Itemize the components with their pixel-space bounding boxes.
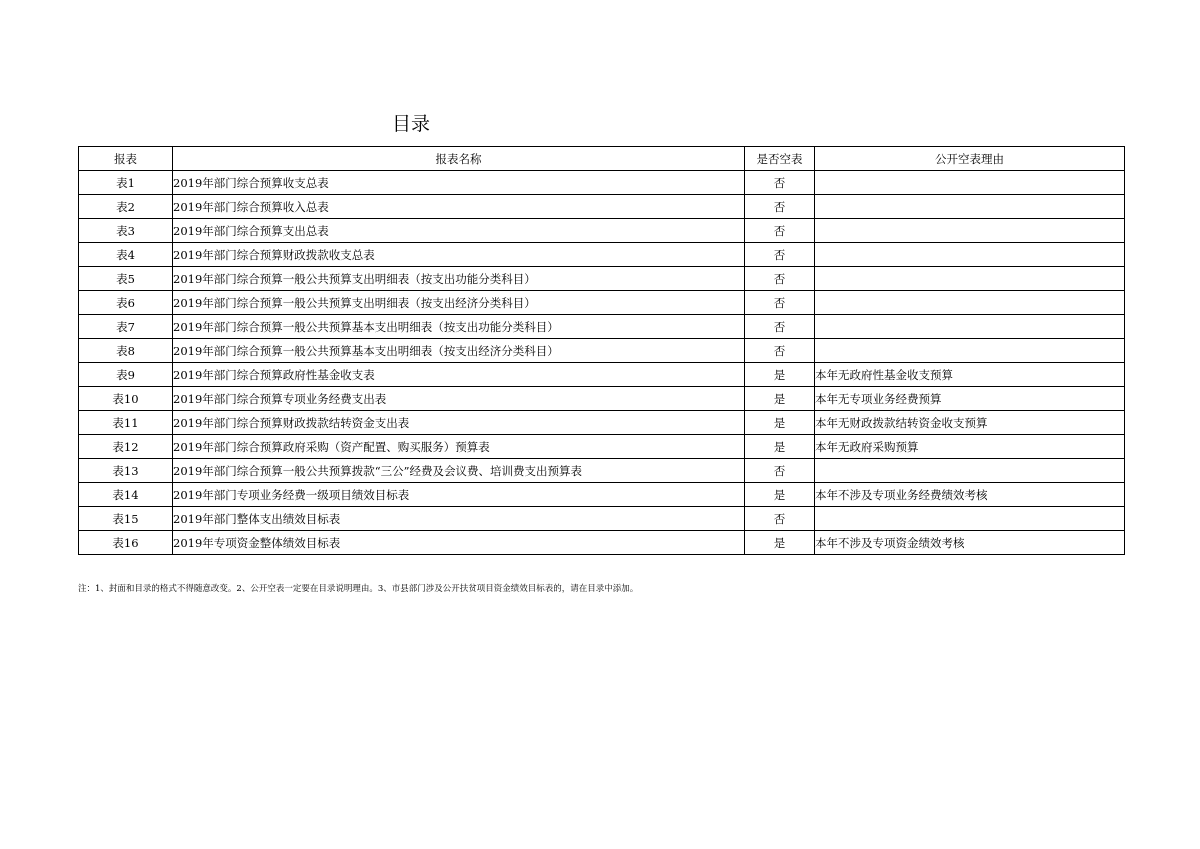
report-id-cell: 表2 [79,195,173,219]
empty-reason-cell: 本年无财政拨款结转资金收支预算 [815,411,1125,435]
table-header-row [79,147,1125,171]
table-row [79,531,1125,555]
table-row [79,243,1125,267]
report-name-cell: 2019年部门综合预算一般公共预算支出明细表（按支出经济分类科目） [173,291,745,315]
empty-reason-cell [815,507,1125,531]
empty-reason-cell [815,459,1125,483]
empty-reason-cell: 本年无政府采购预算 [815,435,1125,459]
report-name-cell: 2019年部门综合预算政府采购（资产配置、购买服务）预算表 [173,435,745,459]
table-row [79,435,1125,459]
is-empty-cell: 是 [745,363,815,387]
report-id-cell: 表3 [79,219,173,243]
is-empty-cell: 是 [745,483,815,507]
report-id-cell: 表8 [79,339,173,363]
is-empty-cell: 是 [745,411,815,435]
report-name-cell: 2019年部门综合预算一般公共预算基本支出明细表（按支出经济分类科目） [173,339,745,363]
empty-reason-cell [815,219,1125,243]
report-id-cell: 表14 [79,483,173,507]
empty-reason-cell [815,315,1125,339]
is-empty-cell: 否 [745,507,815,531]
table-row [79,267,1125,291]
table-row [79,171,1125,195]
empty-reason-cell [815,195,1125,219]
is-empty-cell: 否 [745,171,815,195]
report-name-cell: 2019年部门综合预算一般公共预算支出明细表（按支出功能分类科目） [173,267,745,291]
header-report-name: 报表名称 [173,147,745,171]
report-id-cell: 表11 [79,411,173,435]
report-name-cell: 2019年部门整体支出绩效目标表 [173,507,745,531]
report-id-cell: 表9 [79,363,173,387]
is-empty-cell: 否 [745,339,815,363]
report-id-cell: 表12 [79,435,173,459]
table-row [79,315,1125,339]
table-row [79,195,1125,219]
is-empty-cell: 否 [745,195,815,219]
report-name-cell: 2019年部门综合预算支出总表 [173,219,745,243]
empty-reason-cell [815,243,1125,267]
table-row [79,483,1125,507]
report-id-cell: 表7 [79,315,173,339]
empty-reason-cell [815,291,1125,315]
is-empty-cell: 否 [745,315,815,339]
table-row [79,387,1125,411]
header-report-id: 报表 [79,147,173,171]
header-is-empty: 是否空表 [745,147,815,171]
is-empty-cell: 否 [745,267,815,291]
empty-reason-cell [815,267,1125,291]
header-empty-reason: 公开空表理由 [815,147,1125,171]
report-id-cell: 表4 [79,243,173,267]
report-name-cell: 2019年部门综合预算财政拨款收支总表 [173,243,745,267]
report-name-cell: 2019年部门综合预算财政拨款结转资金支出表 [173,411,745,435]
is-empty-cell: 否 [745,219,815,243]
report-name-cell: 2019年部门专项业务经费一级项目绩效目标表 [173,483,745,507]
table-row [79,219,1125,243]
report-index-table [78,146,1125,555]
is-empty-cell: 是 [745,531,815,555]
empty-reason-cell: 本年无政府性基金收支预算 [815,363,1125,387]
is-empty-cell: 否 [745,459,815,483]
report-name-cell: 2019年部门综合预算收支总表 [173,171,745,195]
report-id-cell: 表1 [79,171,173,195]
page-title: 目录 [392,113,431,135]
report-name-cell: 2019年部门综合预算一般公共预算基本支出明细表（按支出功能分类科目） [173,315,745,339]
is-empty-cell: 否 [745,291,815,315]
footnote: 注：1、封面和目录的格式不得随意改变。2、公开空表一定要在目录说明理由。3、市县部门涉及公开扶贫项目资金绩效目标表的，请在目录中添加。 [78,584,639,594]
empty-reason-cell [815,339,1125,363]
empty-reason-cell [815,171,1125,195]
report-id-cell: 表6 [79,291,173,315]
table-row [79,507,1125,531]
table-row [79,363,1125,387]
table-row [79,411,1125,435]
report-id-cell: 表16 [79,531,173,555]
empty-reason-cell: 本年不涉及专项业务经费绩效考核 [815,483,1125,507]
table-row [79,291,1125,315]
is-empty-cell: 否 [745,243,815,267]
report-name-cell: 2019年部门综合预算收入总表 [173,195,745,219]
table-row [79,459,1125,483]
is-empty-cell: 是 [745,435,815,459]
report-id-cell: 表5 [79,267,173,291]
table-row [79,339,1125,363]
empty-reason-cell: 本年不涉及专项资金绩效考核 [815,531,1125,555]
is-empty-cell: 是 [745,387,815,411]
report-id-cell: 表15 [79,507,173,531]
report-name-cell: 2019年部门综合预算政府性基金收支表 [173,363,745,387]
report-name-cell: 2019年部门综合预算一般公共预算拨款“三公”经费及会议费、培训费支出预算表 [173,459,745,483]
empty-reason-cell: 本年无专项业务经费预算 [815,387,1125,411]
report-id-cell: 表13 [79,459,173,483]
report-id-cell: 表10 [79,387,173,411]
report-name-cell: 2019年部门综合预算专项业务经费支出表 [173,387,745,411]
report-name-cell: 2019年专项资金整体绩效目标表 [173,531,745,555]
table-body [79,171,1125,555]
